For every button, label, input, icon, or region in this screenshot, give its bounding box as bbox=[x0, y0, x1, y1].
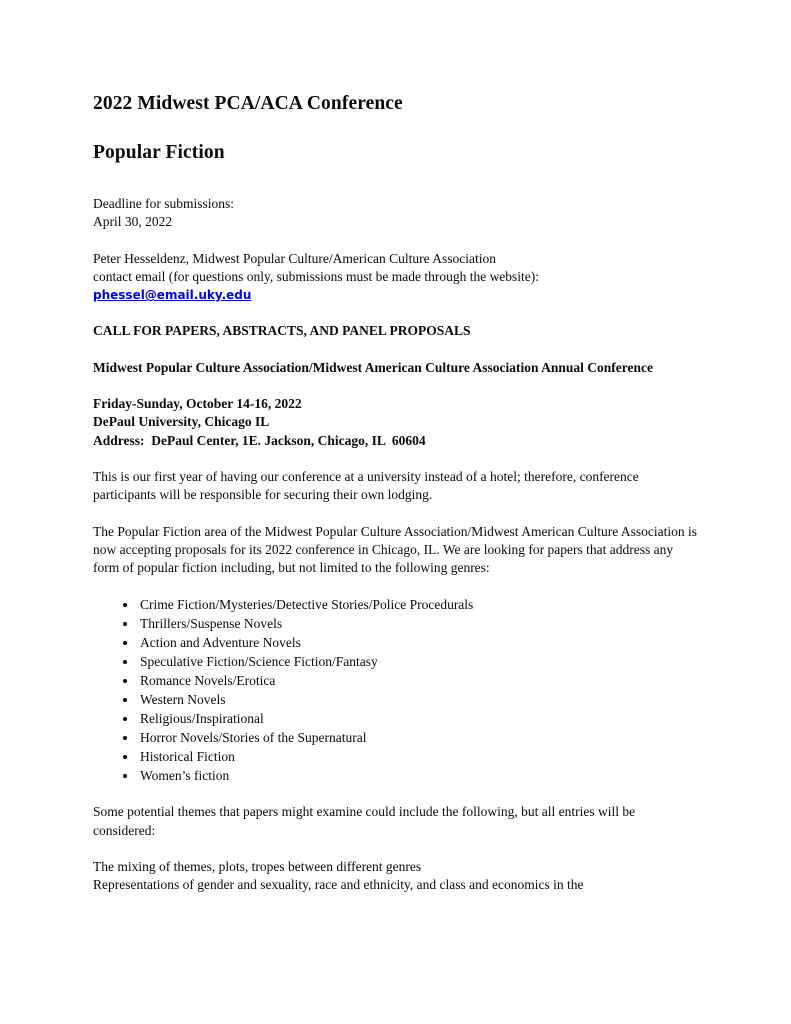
genre-list-item: • Western Novels bbox=[138, 690, 699, 709]
contact-email-line bbox=[93, 286, 699, 304]
event-block bbox=[93, 395, 699, 450]
contact-name: Peter Hesseldenz, Midwest Popular Culture/American Culture Association bbox=[93, 250, 497, 266]
genre-list-item: • Action and Adventure Novels bbox=[138, 633, 699, 652]
document-subtitle: Popular Fiction bbox=[93, 142, 225, 163]
paragraph-intro: The Popular Fiction area of the Midwest Popular Culture Association/Midwest American Culture Association is now accepting proposals for its 2022 conference in Chicago, IL. We are looking for papers that address any form of popular fiction including, but not limited to the following genres: bbox=[93, 523, 701, 576]
paragraph-lodging: This is our first year of having our conference at a university instead of a hotel; therefore, conference participants will be responsible for securing their own lodging. bbox=[93, 468, 643, 503]
association-heading: Midwest Popular Culture Association/Midwest American Culture Association Annual Conference bbox=[93, 359, 654, 375]
event-dates: Friday-Sunday, October 14-16, 2022 bbox=[93, 396, 302, 412]
genre-list-item: • Historical Fiction bbox=[138, 747, 699, 766]
event-venue: DePaul University, Chicago IL bbox=[93, 414, 270, 430]
contact-note: contact email (for questions only, submissions must be made through the website): bbox=[93, 268, 540, 284]
event-address: Address: DePaul Center, 1E. Jackson, Chicago, IL 60604 bbox=[93, 432, 426, 448]
genre-list-item: • Speculative Fiction/Science Fiction/Fantasy bbox=[138, 652, 699, 671]
genre-list bbox=[93, 595, 699, 785]
paragraph-themes-intro: Some potential themes that papers might examine could include the following, but all entries will be considered: bbox=[93, 804, 639, 838]
genre-list-item: • Crime Fiction/Mysteries/Detective Stories/Police Procedurals bbox=[138, 595, 699, 614]
document-title: 2022 Midwest PCA/ACA Conference bbox=[93, 93, 403, 114]
theme-line: The mixing of themes, plots, tropes between different genres bbox=[93, 859, 422, 875]
document-content bbox=[93, 92, 699, 895]
theme-lines-block bbox=[93, 858, 699, 895]
deadline-label: Deadline for submissions: bbox=[93, 196, 234, 211]
theme-line: Representations of gender and sexuality, race and ethnicity, and class and economics in the bbox=[93, 877, 584, 893]
genre-list-item: • Women’s fiction bbox=[138, 766, 699, 785]
genre-list-item: • Horror Novels/Stories of the Supernatural bbox=[138, 728, 699, 747]
deadline-block bbox=[93, 195, 699, 232]
deadline-date: April 30, 2022 bbox=[93, 214, 173, 230]
email-link[interactable]: phessel@email.uky.edu bbox=[93, 288, 252, 303]
genre-list-item: • Romance Novels/Erotica bbox=[138, 671, 699, 690]
genre-list-item: • Religious/Inspirational bbox=[138, 709, 699, 728]
contact-block bbox=[93, 250, 699, 305]
genre-list-item: • Thrillers/Suspense Novels bbox=[138, 614, 699, 633]
cfp-heading: CALL FOR PAPERS, ABSTRACTS, AND PANEL PROPOSALS bbox=[93, 323, 471, 339]
